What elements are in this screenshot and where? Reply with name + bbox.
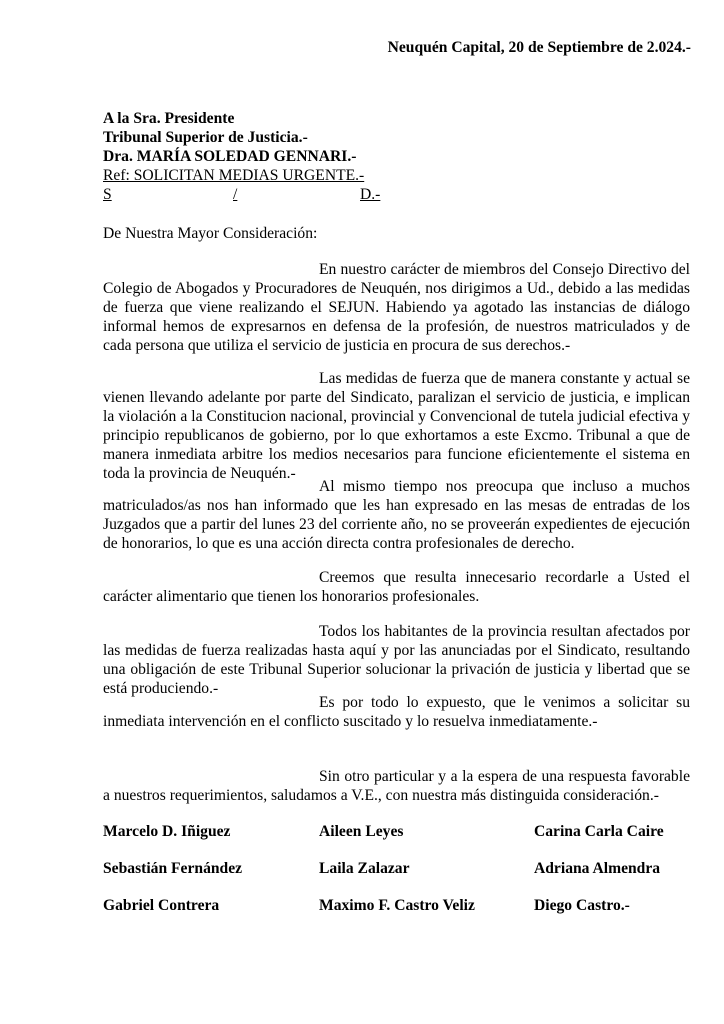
signature-row: [103, 822, 693, 859]
addressee-title: A la Sra. Presidente: [103, 110, 235, 127]
signatory-name: Gabriel Contrera: [103, 897, 220, 914]
body-paragraph: Creemos que resulta innecesario recordarle a Usted el carácter alimentario que tienen los honorarios profesionales.: [103, 569, 690, 605]
signature-block: [103, 822, 693, 933]
addressee-block: [103, 109, 382, 204]
signatory-name: Carina Carla Caire: [534, 823, 664, 840]
body-paragraph: Al mismo tiempo nos preocupa que incluso a muchos matriculados/as nos han informado que les han expresado en las mesas de entradas de los Juzgados que a partir del lunes 23 del corriente año, no se proveerán expedientes de ejecución de honorarios, lo que es una acción directa contra profesionales de derecho.: [103, 478, 690, 552]
signature-row: [103, 859, 693, 896]
signatory-name: Maximo F. Castro Veliz: [319, 897, 475, 914]
signatory-name: Sebastián Fernández: [103, 860, 243, 877]
sd-right: D.-: [360, 186, 381, 203]
body-paragraph: Las medidas de fuerza que de manera constante y actual se vienen llevando adelante por parte del Sindicato, paralizan el servicio de justicia, e implican la violación a la Constitucion nacional, provincial y Convencional de tutela judicial efectiva y principio republicanos de gobierno, por lo que exhortamos a este Excmo. Tribunal a que de manera inmediata arbitre los medios necesarios para funcione eficientemente el sistema en toda la provincia de Neuquén.-: [103, 370, 690, 482]
addressee-name: Dra. MARÍA SOLEDAD GENNARI.-: [103, 148, 357, 165]
date-line: Neuquén Capital, 20 de Septiembre de 2.024.-: [387, 39, 691, 56]
closing-paragraph: Sin otro particular y a la espera de una respuesta favorable a nuestros requerimientos, saludamos a V.E., con nuestra más distinguida consideración.-: [103, 768, 690, 804]
body-paragraph: Es por todo lo expuesto, que le venimos a solicitar su inmediata intervención en el conflicto suscitado y lo resuelva inmediatamente.-: [103, 694, 690, 730]
greeting: De Nuestra Mayor Consideración:: [103, 225, 318, 242]
reference-line: Ref: SOLICITAN MEDIAS URGENTE.-: [103, 167, 365, 184]
body-paragraph: Todos los habitantes de la provincia resultan afectados por las medidas de fuerza realizadas hasta aquí y por las anunciadas por el Sindicato, resultando una obligación de este Tribunal Superior solucionar la privación de justicia y libertad que se está produciendo.-: [103, 623, 690, 697]
sd-left: S: [103, 186, 112, 203]
addressee-court: Tribunal Superior de Justicia.-: [103, 129, 308, 146]
sd-mid: /: [233, 186, 238, 203]
signatory-name: Marcelo D. Iñiguez: [103, 823, 231, 840]
signatory-name: Laila Zalazar: [319, 860, 410, 877]
body-paragraph: En nuestro carácter de miembros del Consejo Directivo del Colegio de Abogados y Procuradores de Neuquén, nos dirigimos a Ud., debido a las medidas de fuerza que viene realizando el SEJUN. Habiendo ya agotado las instancias de diálogo informal hemos de expresarnos en defensa de la profesión, de nuestros matriculados y de cada persona que utiliza el servicio de justicia en procura de sus derechos.-: [103, 261, 690, 354]
signatory-name: Diego Castro.-: [534, 897, 630, 914]
signatory-name: Adriana Almendra: [534, 860, 661, 877]
signatory-name: Aileen Leyes: [319, 823, 404, 840]
signature-row: [103, 896, 693, 933]
sd-line: [103, 185, 382, 204]
